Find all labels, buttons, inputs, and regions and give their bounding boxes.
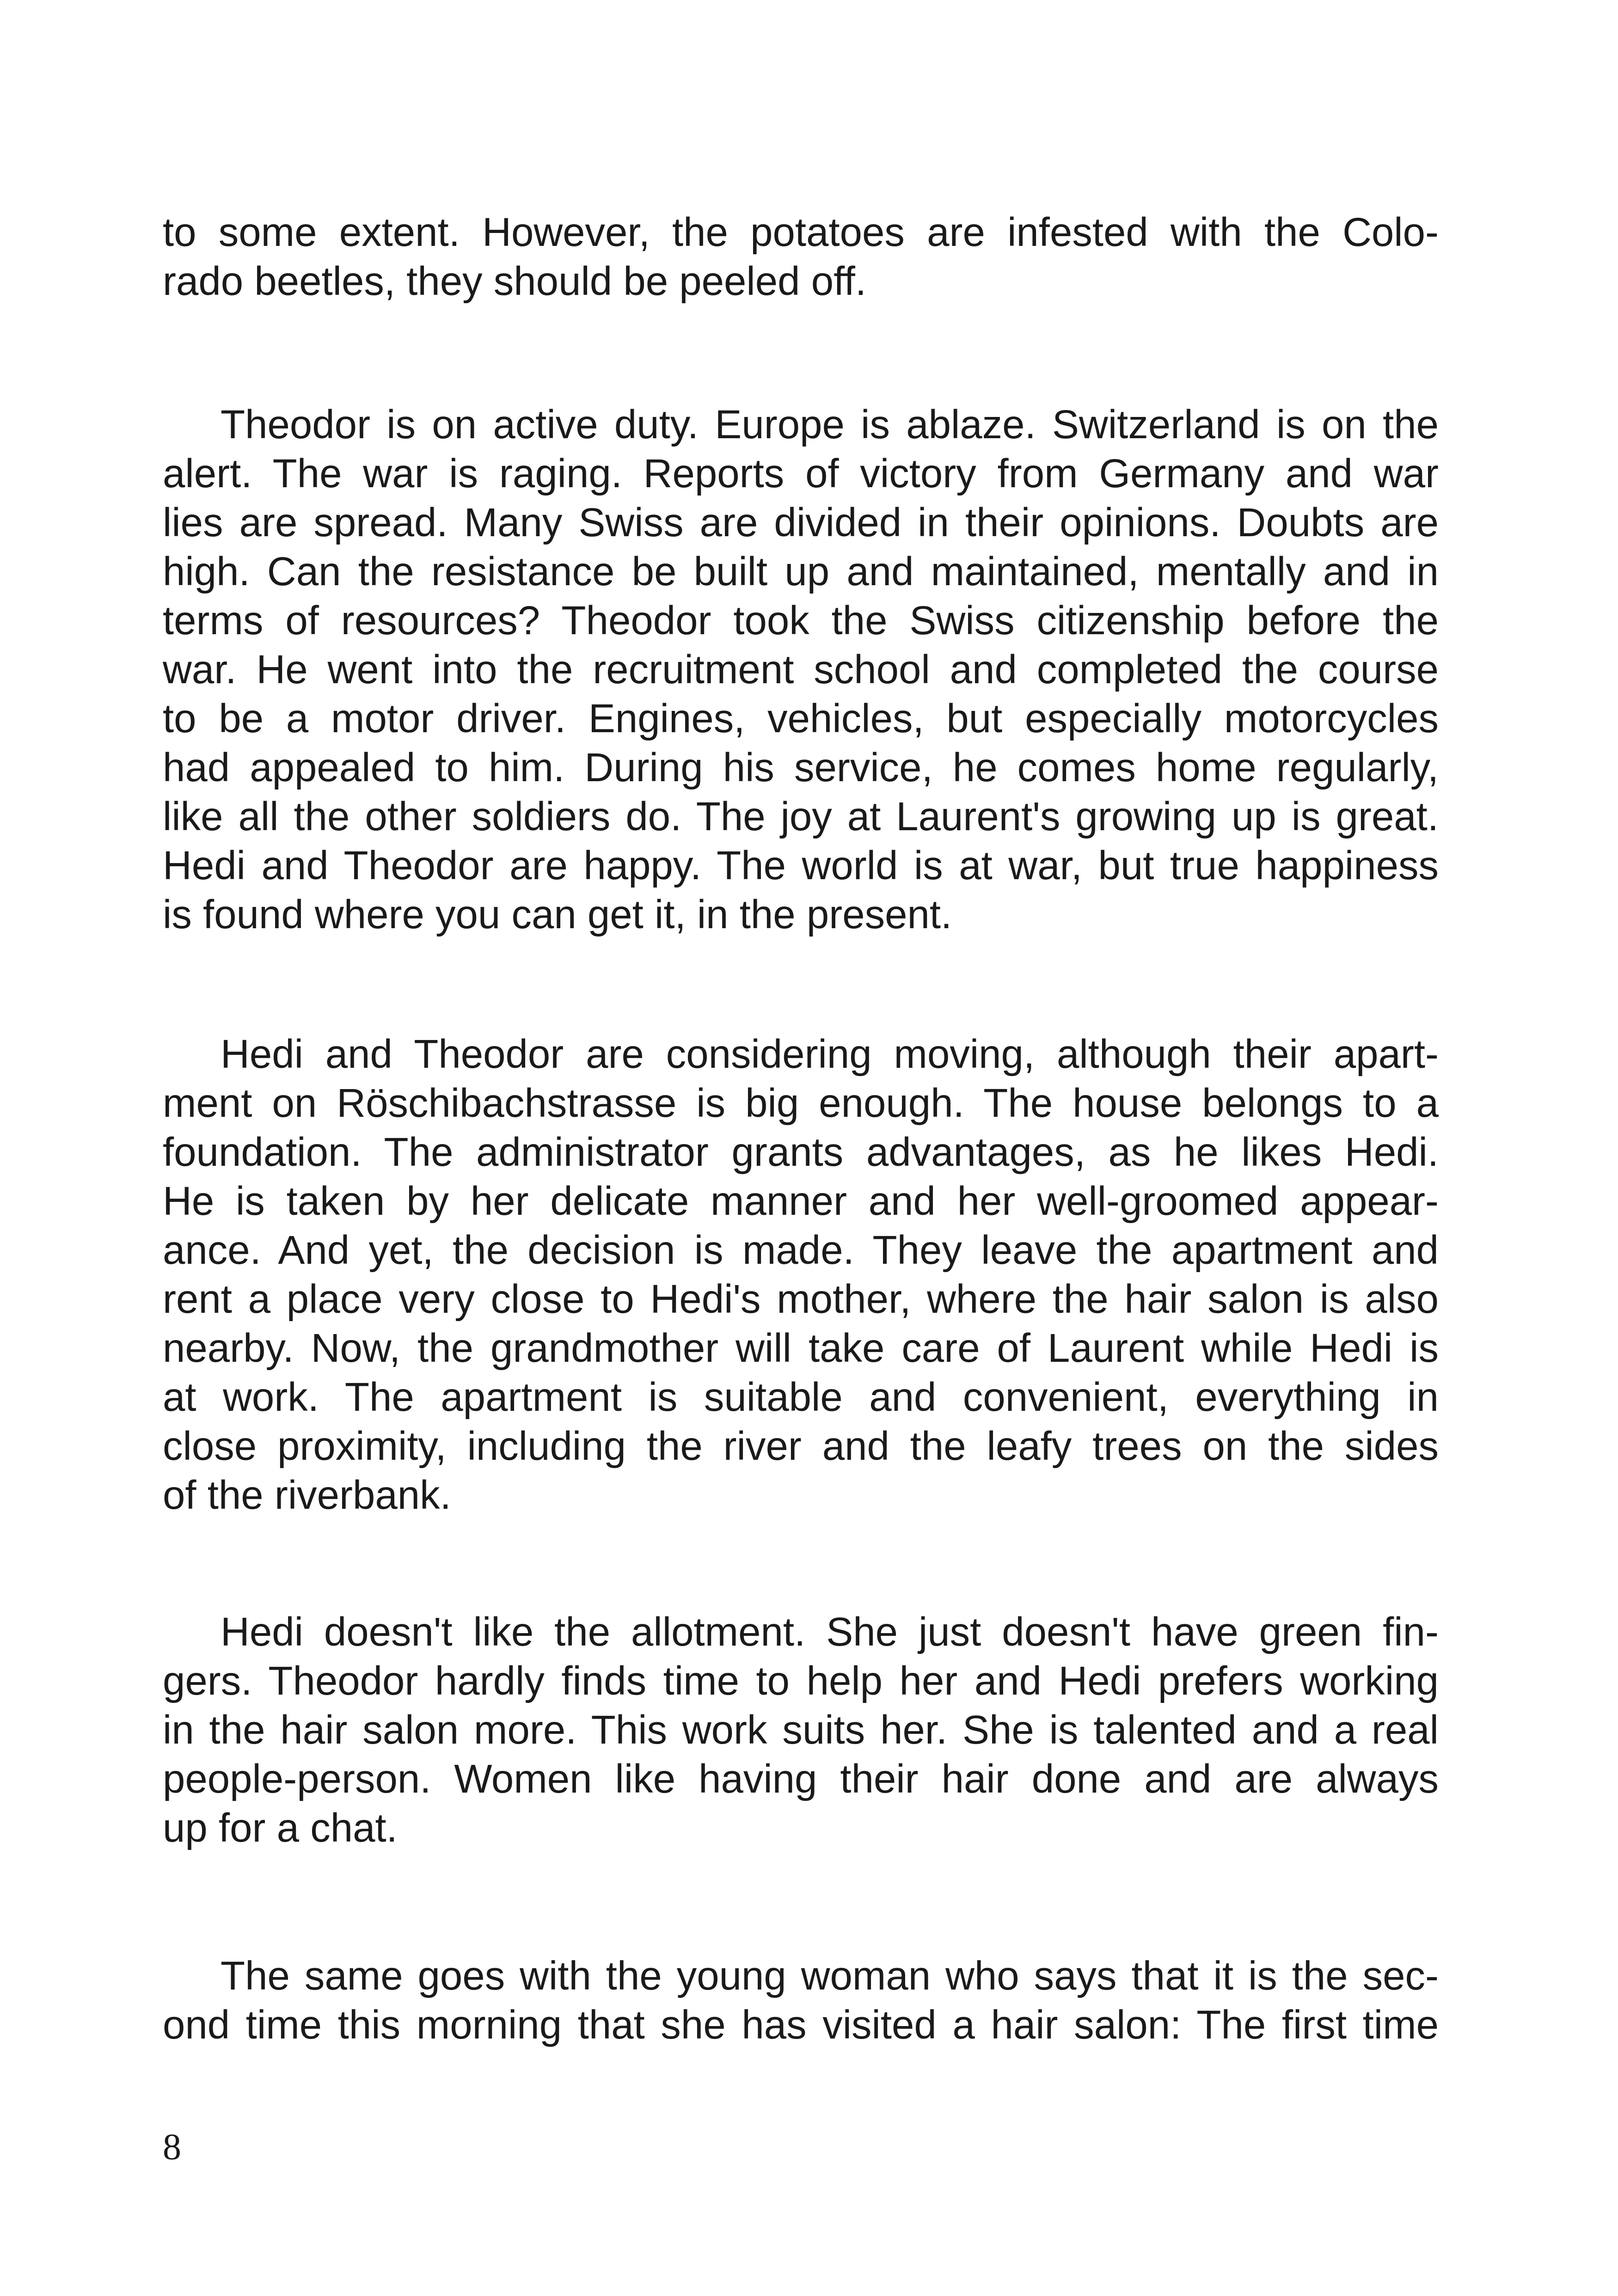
page-number: 8 [163,2127,181,2167]
text-line: is found where you can get it, in the present. [163,892,952,937]
text-line: rent a place very close to Hedi's mother, where the hair salon is also [163,1277,1439,1322]
paragraph-2 [163,400,1439,939]
text-line: rado beetles, they should be peeled off. [163,259,867,304]
text-line: had appealed to him. During his service, he comes home regularly, [163,745,1439,790]
text-line: to some extent. However, the potatoes are infested with the Colo- [163,210,1439,255]
text-line: Hedi and Theodor are happy. The world is at war, but true happiness [163,843,1439,888]
text-line: ance. And yet, the decision is made. They leave the apartment and [163,1228,1439,1273]
text-line: The same goes with the young woman who says that it is the sec- [221,1953,1439,1998]
text-line: gers. Theodor hardly finds time to help her and Hedi prefers working [163,1659,1439,1703]
text-line: ond time this morning that she has visited a hair salon: The first time [163,2002,1439,2047]
text-line: close proximity, including the river and the leafy trees on the sides [163,1424,1439,1469]
text-line: nearby. Now, the grandmother will take care of Laurent while Hedi is [163,1326,1439,1371]
text-line: at work. The apartment is suitable and convenient, everything in [163,1375,1439,1420]
text-line: Theodor is on active duty. Europe is ablaze. Switzerland is on the [221,402,1439,447]
paragraph-1 [163,208,1439,306]
text-line: ment on Röschibachstrasse is big enough. The house belongs to a [163,1081,1439,1126]
paragraph-5 [163,1952,1439,2050]
text-line: Hedi and Theodor are considering moving, although their apart- [221,1032,1439,1077]
paragraph-4 [163,1608,1439,1853]
text-line: war. He went into the recruitment school and completed the course [163,647,1439,692]
text-line: lies are spread. Many Swiss are divided in their opinions. Doubts are [163,500,1439,545]
text-line: foundation. The administrator grants advantages, as he likes Hedi. [163,1130,1439,1175]
text-line: alert. The war is raging. Reports of victory from Germany and war [163,451,1439,496]
text-line: of the riverbank. [163,1473,451,1518]
text-line: like all the other soldiers do. The joy at Laurent's growing up is great. [163,794,1439,839]
text-line: people-person. Women like having their hair done and are always [163,1757,1439,1801]
text-line: terms of resources? Theodor took the Swiss citizenship before the [163,598,1439,643]
text-line: Hedi doesn't like the allotment. She just doesn't have green fin- [221,1610,1439,1654]
text-line: high. Can the resistance be built up and maintained, mentally and in [163,549,1439,594]
text-line: up for a chat. [163,1806,398,1850]
paragraph-3 [163,1030,1439,1520]
text-line: in the hair salon more. This work suits her. She is talented and a real [163,1708,1439,1752]
text-line: He is taken by her delicate manner and her well-groomed appear- [163,1179,1439,1224]
text-line: to be a motor driver. Engines, vehicles, but especially motorcycles [163,696,1439,741]
